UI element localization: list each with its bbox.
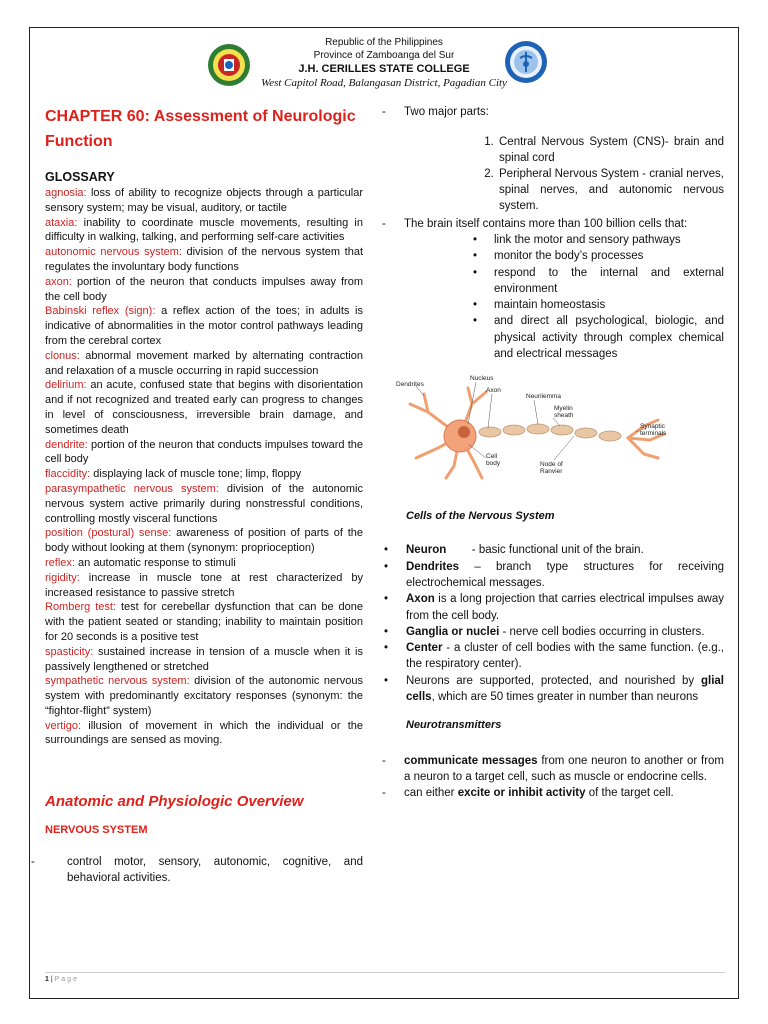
- cell-def: – branch type structures for receiving electrochemical messages.: [406, 560, 724, 589]
- cell-def: - basic functional unit of the brain.: [446, 544, 644, 557]
- glossary-entry: [45, 526, 363, 556]
- label-cell: Cell: [486, 453, 498, 461]
- footer-separator: |: [48, 976, 55, 983]
- list-item: [406, 624, 724, 640]
- glossary-entry: [45, 719, 363, 749]
- glossary-term: Romberg test:: [45, 601, 116, 614]
- nt2-post: of the target cell.: [585, 787, 674, 800]
- figure-caption: Cells of the Nervous System: [406, 510, 555, 523]
- two-parts-intro: - Two major parts:: [382, 106, 489, 118]
- glossary-term: dendrite:: [45, 438, 88, 451]
- nt2-term: excite or inhibit activity: [457, 787, 586, 800]
- label-body: body: [486, 460, 501, 468]
- label-terminals: terminals: [640, 430, 667, 438]
- brain-intro: - The brain itself contains more than 100 billion cells that:: [382, 218, 688, 230]
- glossary-term: ataxia:: [45, 216, 78, 229]
- left-column: [31, 104, 363, 886]
- label-node-of: Node of: [540, 461, 563, 469]
- glossary-entry: [45, 556, 363, 571]
- header-college: J.H. CERILLES STATE COLLEGE: [298, 63, 470, 75]
- major-parts-list: [382, 134, 724, 214]
- glossary-term: delirium:: [45, 379, 87, 392]
- glossary-entry: [45, 482, 363, 526]
- glossary-term: position (postural) sense:: [45, 527, 172, 540]
- glossary-term: Babinski reflex (sign):: [45, 305, 156, 318]
- glossary-entry: [45, 571, 363, 601]
- cell-def: - nerve cell bodies occurring in clusters.: [499, 625, 705, 638]
- glossary-list: [45, 186, 363, 748]
- brain-intro-text: The brain itself contains more than 100 billion cells that:: [404, 218, 688, 230]
- glossary-entry: [45, 600, 363, 644]
- page-footer: [45, 976, 79, 983]
- glossary-entry: [45, 674, 363, 718]
- glossary-term: autonomic nervous system:: [45, 246, 182, 259]
- glossary-definition: test for cerebellar dysfunction that can be done with the patient seated or standing; inability to maintain position for 20 seconds is a positive test: [45, 601, 363, 643]
- glossary-definition: illusion of movement in which the individual or the surroundings are sensed as moving.: [45, 719, 363, 747]
- header-republic: Republic of the Philippines: [325, 37, 443, 48]
- nt1-term: communicate messages: [404, 755, 538, 768]
- glossary-term: reflex:: [45, 556, 75, 569]
- glossary-entry: [45, 467, 363, 482]
- cell-term: Ganglia or nuclei: [406, 625, 500, 638]
- list-item: [406, 640, 724, 673]
- label-neurilemma: Neurilemma: [526, 393, 562, 401]
- label-nucleus: Nucleus: [470, 375, 494, 383]
- list-item: • and direct all psychological, biologic, and physical activity through complex chemical and electrical messages: [494, 313, 724, 362]
- glossary-term: vertigo:: [45, 719, 82, 732]
- neurotransmitters-heading: Neurotransmitters: [406, 719, 502, 732]
- label-myelin: Myelin: [554, 405, 573, 413]
- section-title: Anatomic and Physiologic Overview: [45, 793, 304, 811]
- glial-post: , which are 50 times greater in number than neurons: [431, 691, 699, 704]
- list-item: [406, 673, 724, 706]
- nervous-system-function: - control motor, sensory, autonomic, cognitive, and behavioral activities.: [31, 856, 363, 885]
- glossary-definition: awareness of position of parts of the body without looking at them (synonym: proprioception): [45, 527, 363, 555]
- glossary-term: agnosia:: [45, 187, 87, 199]
- list-item: [406, 542, 724, 558]
- glial-term: glial cells: [406, 674, 724, 704]
- label-ranvier: Ranvier: [540, 468, 563, 476]
- cell-term: Dendrites: [406, 560, 460, 573]
- glossary-entry: [45, 216, 363, 246]
- glossary-entry: [45, 304, 363, 348]
- glossary-entry: [45, 275, 363, 305]
- page-word: Page: [54, 976, 79, 983]
- glossary-entry: [45, 378, 363, 437]
- glossary-definition: portion of the neuron that conducts impulses toward the cell body: [45, 438, 363, 466]
- two-parts-intro-text: Two major parts:: [404, 106, 489, 118]
- list-item: • maintain homeostasis: [494, 297, 724, 313]
- subsection-title: NERVOUS SYSTEM: [45, 824, 148, 837]
- glossary-heading: GLOSSARY: [45, 170, 115, 184]
- glossary-definition: displaying lack of muscle tone; limp, floppy: [90, 468, 302, 481]
- cell-term: Center: [406, 642, 443, 655]
- cell-def: is a long projection that carries electrical impulses away from the cell body.: [406, 593, 724, 622]
- neuron-diagram: [388, 374, 678, 482]
- glossary-definition: loss of ability to recognize objects through a particular sensory system; may be visual, auditory, or tactile: [45, 187, 363, 214]
- glossary-term: parasympathetic nervous system:: [45, 482, 219, 495]
- label-dendrites: Dendrites: [396, 381, 424, 389]
- list-item: • link the motor and sensory pathways: [494, 232, 724, 248]
- glossary-definition: division of the nervous system that regulates the involuntary body functions: [45, 246, 363, 273]
- glossary-entry: [45, 645, 363, 675]
- list-item: 2. Peripheral Nervous System - cranial nerves, spinal nerves, and autonomic nervous system.: [497, 166, 724, 214]
- glossary-entry: [45, 245, 363, 275]
- nervous-system-function-text: control motor, sensory, autonomic, cognitive, and behavioral activities.: [67, 856, 363, 885]
- label-axon: Axon: [486, 387, 501, 395]
- document-header: [0, 36, 768, 90]
- glossary-term: flaccidity:: [45, 468, 91, 481]
- cells-list: [382, 542, 724, 705]
- glossary-definition: sustained increase in tension of a muscle when it is passively lengthened or stretched: [45, 645, 363, 673]
- glossary-term: spasticity:: [45, 645, 94, 658]
- glossary-definition: an acute, confused state that begins with disorientation and if not recognized and treated early can progress to changes in level of consciousness, irreversible brain damage, and sometimes death: [45, 379, 363, 436]
- chapter-title: CHAPTER 60: Assessment of Neurologic Function: [45, 108, 356, 150]
- glossary-term: clonus:: [45, 349, 80, 362]
- glossary-term: rigidity:: [45, 571, 80, 584]
- cell-term: Neuron: [406, 544, 447, 557]
- glossary-entry: [45, 186, 363, 216]
- glossary-definition: division of the autonomic nervous system with predominantly excitatory responses (synonym: the “fightor-flight” system): [45, 675, 363, 717]
- glossary-definition: portion of the neuron that conducts impulses away from the cell body: [45, 275, 363, 303]
- header-province: Province of Zamboanga del Sur: [313, 50, 455, 61]
- nt1-rest: from one neuron to another or from a neuron to a target cell, such as muscle or endocrine cells.: [404, 755, 724, 784]
- cell-term: Axon: [406, 593, 435, 606]
- header-address: West Capitol Road, Balangasan District, Pagadian City: [261, 77, 507, 89]
- glossary-definition: an automatic response to stimuli: [74, 556, 236, 569]
- nt2-pre: can either: [404, 787, 458, 800]
- glossary-definition: increase in muscle tone at rest characterized by increased resistance to passive stretch: [45, 571, 363, 599]
- neurotransmitter-point-1: - communicate messages from one neuron to another or from a neuron to a target cell, such as muscle or endocrine cells.: [382, 755, 724, 784]
- brain-functions-list: [382, 232, 724, 362]
- page-number: 1: [45, 976, 49, 983]
- label-synaptic: Synaptic: [640, 423, 665, 431]
- glossary-term: sympathetic nervous system:: [45, 675, 190, 688]
- label-sheath: sheath: [554, 412, 574, 420]
- footer-divider: [45, 972, 725, 973]
- list-item: 1. Central Nervous System (CNS)- brain and spinal cord: [497, 134, 724, 166]
- glossary-definition: abnormal movement marked by alternating contraction and relaxation of a muscle occurring in rapid succession: [45, 349, 363, 377]
- right-column: [382, 104, 724, 801]
- neurotransmitter-point-2: - can either excite or inhibit activity of the target cell.: [382, 787, 674, 800]
- glossary-entry: [45, 438, 363, 468]
- glossary-definition: a reflex action of the toes; in adults is indicative of abnormalities in the motor control pathways leading from the cerebral cortex: [45, 305, 363, 347]
- glossary-definition: inability to coordinate muscle movements, resulting in difficulty in walking, talking, and performing self-care activities: [45, 216, 363, 244]
- list-item: [406, 559, 724, 592]
- glossary-definition: division of the autonomic nervous system active primarily during nonstressful conditions, controlling mostly visceral functions: [45, 482, 363, 525]
- cell-def: - a cluster of cell bodies with the same function. (e.g., the respiratory center).: [406, 642, 724, 671]
- list-item: • respond to the internal and external environment: [494, 265, 724, 298]
- glossary-entry: [45, 349, 363, 379]
- list-item: • monitor the body’s processes: [494, 248, 724, 264]
- list-item: [406, 591, 724, 624]
- glossary-term: axon:: [45, 275, 72, 288]
- glial-pre: Neurons are supported, protected, and nourished by: [406, 674, 701, 687]
